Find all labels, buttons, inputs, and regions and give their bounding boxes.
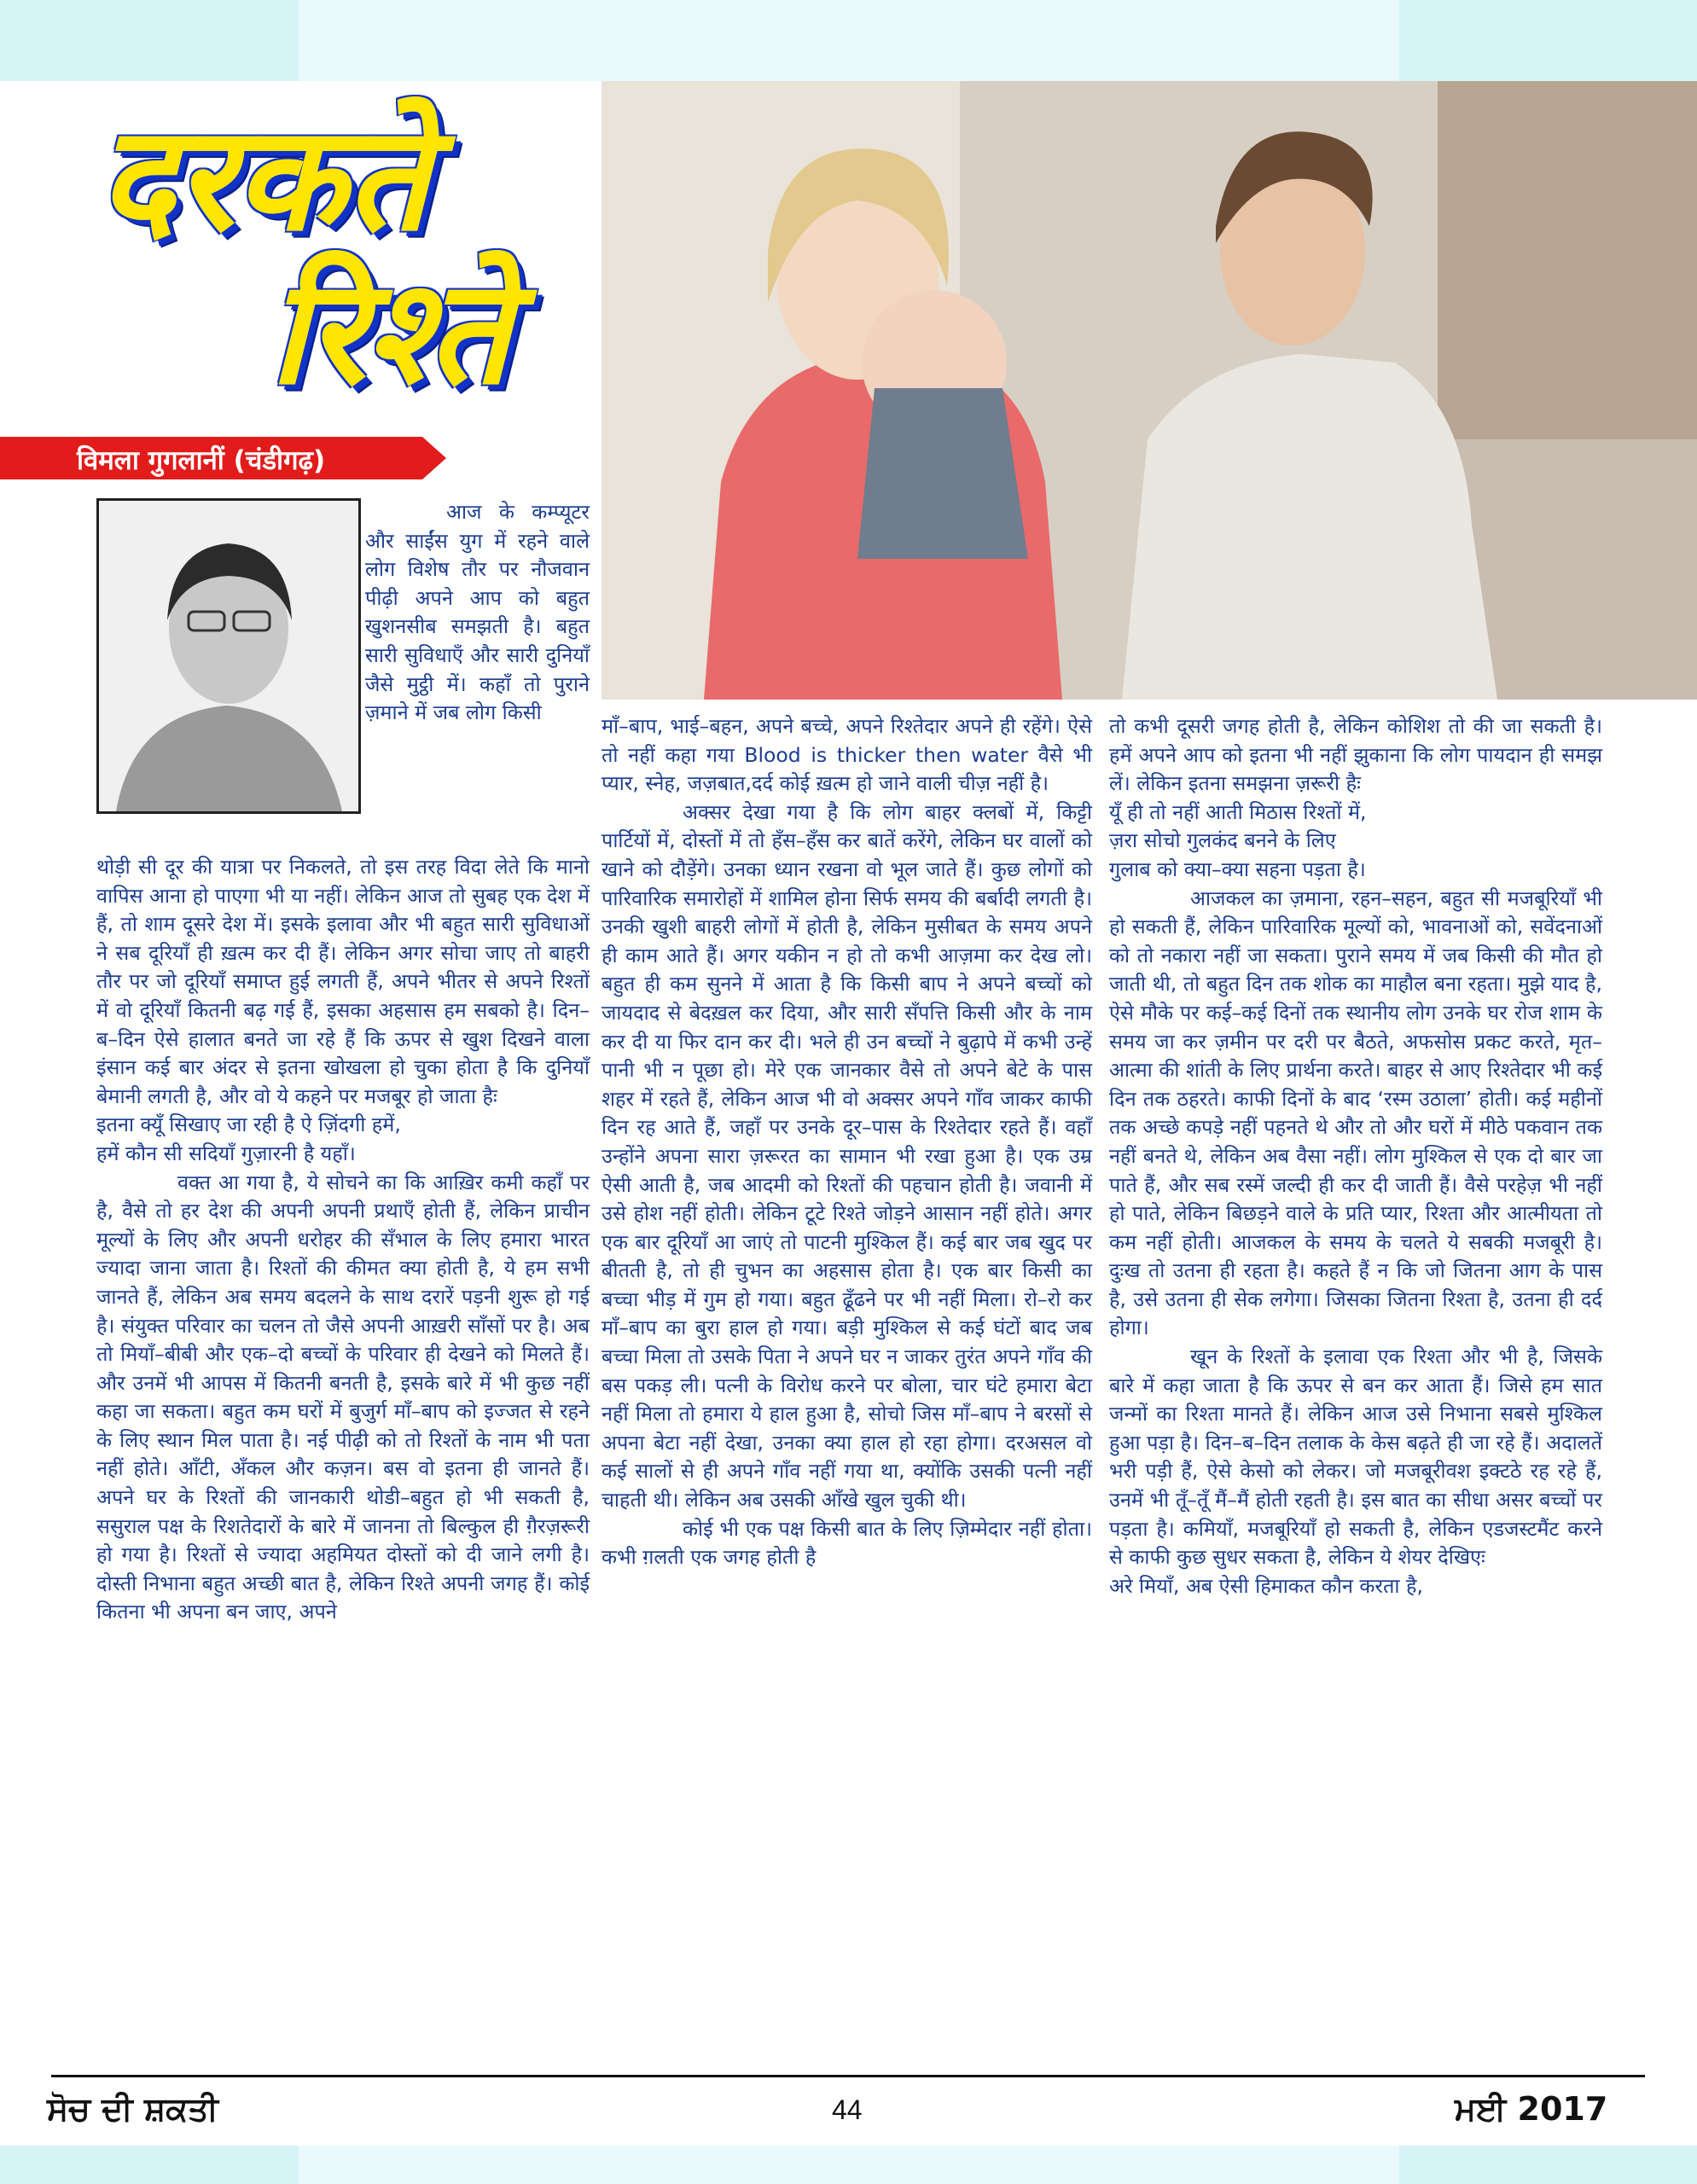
verse-line: इतना क्यूँ सिखाए जा रही है ऐ ज़िंदगी हमें, bbox=[96, 1112, 401, 1137]
paragraph: माँ–बाप, भाई–बहन, अपने बच्चे, अपने रिश्तेदार अपने ही रहेंगे। ऐसे तो नहीं कहा गया Blood is thicker then water वैसे भी प्यार, स्नेह, जज़बात,दर्द कोई ख़त्म हो जाने वाली चीज़ नहीं है। bbox=[602, 714, 1092, 796]
article-title bbox=[98, 90, 610, 422]
verse-line: यूँ ही तो नहीं आती मिठास रिश्तों में, bbox=[1109, 799, 1367, 824]
author-byline: विमला गुगलानीं (चंडीगढ़) bbox=[77, 445, 326, 476]
paragraph: आजकल का ज़माना, रहन–सहन, बहुत सी मजबूरियाँ भी हो सकती हैं, लेकिन पारिवारिक मूल्यों को, भावनाओं को, सवेंदनाओं को तो नकारा नहीं जा सकता। पुराने समय में जब किसी की मौत हो जाती थी, तो बहुत दिन तक शोक का माहौल बना रहता। मुझे याद है, ऐसे मौके पर कई–कई दिनों तक स्थानीय लोग उनके घर रोज शाम के समय जा कर ज़मीन पर दरी पर बैठते, अफसोस प्रकट करते, मृत–आत्मा की शांती के लिए प्रार्थना करते। बाहर से आए रिश्तेदार भी कई दिन तक ठहरते। काफी दिनों के बाद ‘रस्म उठाला’ होती। कई महीनों तक अच्छे कपड़े नहीं पहनते थे और तो और घरों में मीठे पकवान तक नहीं बनते थे, लेकिन अब वैसा नहीं। लोग मुश्किल से एक दो बार जा पाते हैं, और सब रस्में जल्दी ही कर दी जाती हैं। वैसे परहेज़ भी नहीं हो पाते, लेकिन बिछड़ने वाले के प्रति प्यार, रिश्ता और आत्मीयता तो कम नहीं होती। आजकल के समय के चलते ये सबकी मजबूरी है। दुःख तो उतना ही रहता है। कहते हैं न कि जो जितना आग के पास है, उसे उतना ही सेक लगेगा। जिसका जितना रिश्ता है, उतना ही दर्द होगा। bbox=[1109, 886, 1602, 1340]
column-2 bbox=[602, 712, 1092, 1572]
bottom-band-center bbox=[299, 2146, 1399, 2184]
paragraph: आज के कम्प्यूटर और साईंस युग में रहने वाले लोग विशेष तौर पर नौजवान पीढ़ी अपने आप को बहुत खुशनसीब समझती है। बहुत सारी सुविधाएँ और सारी दुनियाँ जैसे मुट्ठी में। कहाँ तो पुराने ज़माने में जब लोग किसी bbox=[365, 500, 590, 725]
column-3 bbox=[1109, 712, 1602, 1600]
verse-line: गुलाब को क्या–क्या सहना पड़ता है। bbox=[1109, 857, 1366, 881]
title-line-2: रिश्ते bbox=[269, 248, 510, 417]
magazine-name: ਸੋਚ ਦੀ ਸ਼ਕਤੀ bbox=[47, 2090, 218, 2128]
byline-bar bbox=[0, 437, 422, 479]
verse-line: ज़रा सोचो गुलकंद बनने के लिए bbox=[1109, 828, 1336, 853]
verse-line: अरे मियाँ, अब ऐसी हिमाकत कौन करता है, bbox=[1109, 1573, 1423, 1598]
paragraph: थोड़ी सी दूर की यात्रा पर निकलते, तो इस तरह विदा लेते कि मानो वापिस आना हो पाएगा भी या नहीं। लेकिन आज तो सुबह एक देश में हैं, तो शाम दूसरे देश में। इसके इलावा और भी बहुत सारी सुविधाओं ने सब दूरियाँ ही ख़त्म कर दी हैं। लेकिन अगर सोचा जाए तो बाहरी तौर पर जो दूरियाँ समाप्त हुई लगती हैं, अपने भीतर से अपने रिश्तों में वो दूरियाँ कितनी बढ़ गई हैं, इसका अहसास हम सबको है। दिन–ब–दिन ऐसे हालात बनते जा रहे हैं कि ऊपर से खुश दिखने वाला इंसान कई बार अंदर से इतना खोखला हो चुका होता है कि दुनियाँ बेमानी लगती है, और वो ये कहने पर मजबूर हो जाता हैः bbox=[96, 855, 590, 1108]
photo-illustration bbox=[602, 81, 1697, 700]
paragraph: कोई भी एक पक्ष किसी बात के लिए ज़िम्मेदार नहीं होता। कभी ग़लती एक जगह होती है bbox=[602, 1516, 1092, 1570]
verse-line: हमें कौन सी सदियाँ गुज़ारनी है यहाँ। bbox=[96, 1141, 356, 1165]
title-line-1: दरकते bbox=[98, 95, 429, 264]
paragraph: अक्सर देखा गया है कि लोग बाहर क्लबों में, किट्टी पार्टियों में, दोस्तों में तो हँस–हँस कर बातें करेंगे, लेकिन घर वालों को खाने को दौड़ेंगे। उनका ध्यान रखना वो भूल जाते हैं। कुछ लोगों को पारिवारिक समारोहों में शामिल होना सिर्फ समय की बर्बादी लगती है। उनकी खुशी बाहरी लोगों में होती है, लेकिन मुसीबत के समय अपने ही काम आते हैं। अगर यकीन न हो तो कभी आज़मा कर देख लो। बहुत ही कम सुनने में आता है कि किसी बाप ने अपने बच्चों को जायदाद से बेदख़ल कर दिया, और सारी सँपत्ति किसी और के नाम कर दी या फिर दान कर दी। भले ही उन बच्चों ने बुढ़ापे में कभी उन्हें पानी भी न पूछा हो। मेरे एक जानकार वैसे तो अपने बेटे के पास शहर में रहते हैं, लेकिन आज भी वो अक्सर अपने गाँव जाकर काफी दिन रह आते हैं, जहाँ पर उनके दूर–पास के रिश्तेदार रहते हैं। वहाँ उन्होंने अपना सारा ज़रूरत का सामान भी रखा हुआ है। एक उम्र ऐसी आती है, जब आदमी को रिश्तों की पहचान होती है। जवानी में उसे होश नहीं होती। लेकिन टूटे रिश्ते जोड़ने आसान नहीं होते। अगर एक बार दूरियाँ आ जाएं तो पाटनी मुश्किल हैं। कई बार जब खुद पर बीतती है, तो ही चुभन का अहसास होता है। एक बार किसी का बच्चा भीड़ में गुम हो गया। बहुत ढूँढने पर भी नहीं मिला। रो–रो कर माँ–बाप का बुरा हाल हो गया। बड़ी मुश्किल से कई घंटों बाद जब बच्चा मिला तो उसके पिता ने अपने घर न जाकर तुरंत अपने गाँव की बस पकड़ ली। पत्नी के विरोध करने पर बोला, चार घंटे हमारा बेटा नहीं मिला तो हमारा ये हाल हुआ है, सोचो जिस माँ–बाप ने बरसों से अपना बेटा नहीं देखा, उनका क्या हाल हो रहा होगा। दरअसल वो कई सालों से ही अपने गाँव नहीं गया था, क्योंकि उसकी पत्नी नहीं चाहती थी। लेकिन अब उसकी आँखे खुल चुकी थी। bbox=[602, 799, 1092, 1513]
author-portrait bbox=[99, 501, 358, 811]
couple-with-baby-photo bbox=[602, 81, 1697, 700]
column-1-intro bbox=[365, 498, 590, 728]
top-band-center bbox=[299, 0, 1399, 81]
paragraph: तो कभी दूसरी जगह होती है, लेकिन कोशिश तो की जा सकती है। हमें अपने आप को इतना भी नहीं झुकाना कि लोग पायदान ही समझ लें। लेकिन इतना समझना ज़रूरी हैः bbox=[1109, 714, 1602, 796]
author-photo bbox=[96, 498, 361, 814]
page-number: 44 bbox=[832, 2094, 863, 2125]
paragraph: वक्त आ गया है, ये सोचने का कि आख़िर कमी कहाँ पर है, वैसे तो हर देश की अपनी अपनी प्रथाएँ होती हैं, लेकिन प्राचीन मूल्यों के लिए और अपनी धरोहर की सँभाल के लिए हमारा भारत ज्यादा जाना जाता है। रिश्तों की कीमत क्या होती है, ये हम सभी जानते हैं, लेकिन अब समय बदलने के साथ दरारें पड़नी शुरू हो गई है। संयुक्त परिवार का चलन तो जैसे अपनी आख़री साँसों पर है। अब तो मियाँ–बीबी और एक–दो बच्चों के परिवार ही देखने को मिलते हैं। और उनमें भी आपस में कितनी बनती है, इसके बारे में भी कुछ नहीं कहा जा सकता। बहुत कम घरों में बुजुर्ग माँ–बाप को इज्जत से रहने के लिए स्थान मिल पाता है। नई पीढ़ी को तो रिश्तों के नाम भी पता नहीं होते। आँटी, अँकल और कज़न। बस वो इतना ही जानते हैं। अपने घर के रिश्तों की जानकारी थोडी–बहुत हो भी सकती है, ससुराल पक्ष के रिशतेदारों के बारे में जानना तो बिल्कुल ही ग़ैरज़रूरी हो गया है। रिश्तों से ज्यादा अहमियत दोस्तों को दी जाने लगी है। दोस्ती निभाना बहुत अच्छी बात है, लेकिन रिश्ते अपनी जगह हैं। कोई कितना भी अपना बन जाए, अपने bbox=[96, 1170, 590, 1624]
footer-rule bbox=[51, 2075, 1645, 2077]
paragraph: खून के रिश्तों के इलावा एक रिश्ता और भी है, जिसके बारे में कहा जाता है कि ऊपर से बन कर आता हैं। जिसे हम सात जन्मों का रिश्ता मानते हैं। लेकिन आज उसे निभाना सबसे मुश्किल हुआ पड़ा है। दिन–ब–दिन तलाक के केस बढ़ते ही जा रहे हैं। अदालतें भरी पड़ी हैं, ऐसे केसो को लेकर। जो मजबूरीवश इक्टठे रह रहे हैं, उनमें भी तूँ–तूँ मैं–मैं होती रहती है। इस बात का सीधा असर बच्चों पर पड़ता है। कमियाँ, मजबूरियाँ हो सकती है, लेकिन एडजस्टमैंट करने से काफी कुछ सुधर सकता है, लेकिन ये शेयर देखिएः bbox=[1109, 1345, 1602, 1570]
issue-date: ਮਈ 2017 bbox=[1455, 2090, 1608, 2128]
column-1 bbox=[96, 853, 590, 1627]
